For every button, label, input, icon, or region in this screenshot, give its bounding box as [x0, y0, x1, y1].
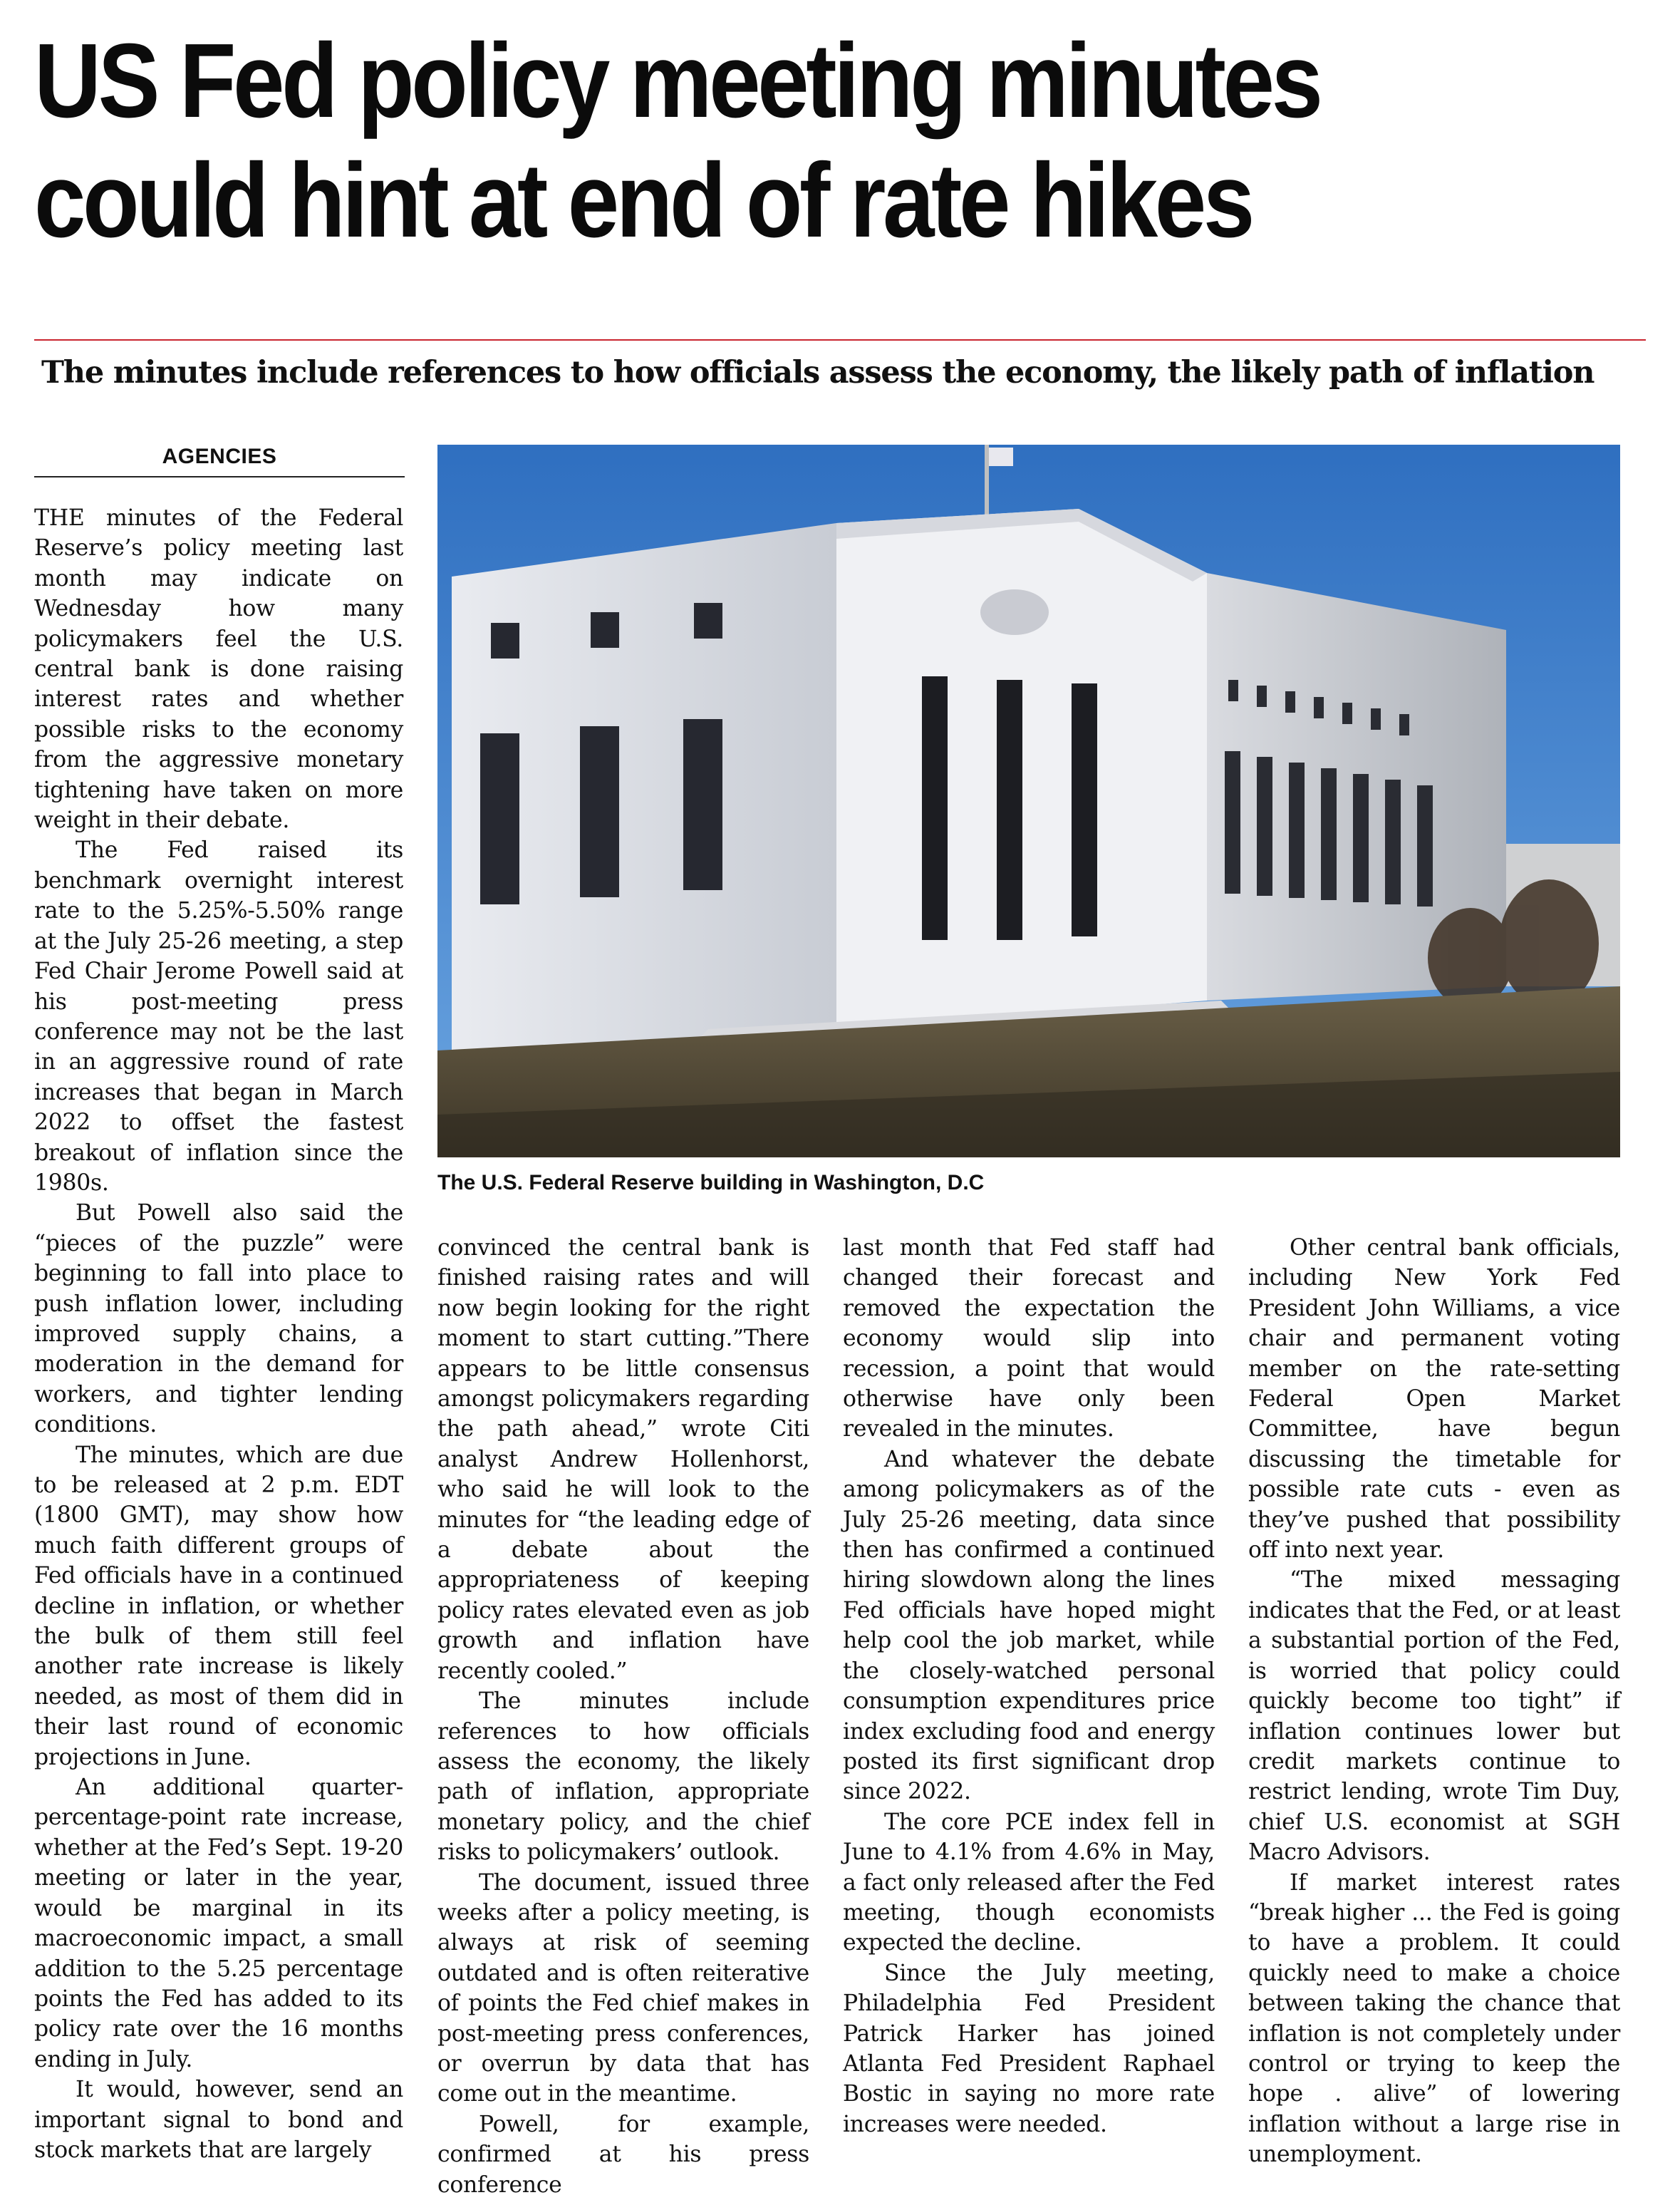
- paragraph: “The mixed messaging indicates that the Fed, or at least a substantial portion of the Fed, is worried that policy could quickly become too tight” if inflation continues lower but credit markets continue to restrict lending, wrote Tim Duy, chief U.S. economist at SGH Macro Advisors.: [1248, 1567, 1620, 1866]
- paragraph: THE minutes of the Federal Reserve’s policy meeting last month may indicate on Wednesday how many policymakers feel the U.S. central bank is done raising interest rates and whether possible risks to the economy from the aggressive monetary tightening have taken on more weight in their debate.: [34, 505, 403, 834]
- article-column-1: [34, 503, 403, 2165]
- headline: [34, 21, 1458, 261]
- paragraph: But Powell also said the “pieces of the puzzle” were beginning to fall into place to push inflation lower, including improved supply chains, a moderation in the demand for workers, and tighter lending conditions.: [34, 1200, 403, 1438]
- headline-line-2: could hint at end of rate hikes: [34, 142, 1252, 259]
- article-column-4: [1248, 1233, 1620, 2170]
- paragraph: And whatever the debate among policymakers as of the July 25-26 meeting, data since then has confirmed a continued hiring slowdown along the lines Fed officials have hoped might help cool the job market, while the closely-watched personal consumption expenditures price index excluding food and energy posted its first significant drop since 2022.: [843, 1446, 1215, 1805]
- paragraph: convinced the central bank is finished raising rates and will now begin looking for the right moment to start cutting.”There appears to be little consensus amongst policymakers regarding the path ahead,” wrote Citi analyst Andrew Hollenhorst, who said he will look to the minutes for “the leading edge of a debate about the appropriateness of keeping policy rates elevated even as job growth and inflation have recently cooled.”: [437, 1235, 809, 1684]
- paragraph: An additional quarter-percentage-point rate increase, whether at the Fed’s Sept. 19-20 meeting or later in the year, would be marginal in its macroeconomic impact, a small addition to the 5.25 percentage points the Fed has added to its policy rate over the 16 months ending in July.: [34, 1775, 403, 2072]
- byline: AGENCIES: [162, 445, 277, 468]
- deck-subheadline: The minutes include references to how officials assess the economy, the likely path of inflation: [41, 355, 1595, 391]
- headline-rule: [34, 339, 1646, 341]
- paragraph: The document, issued three weeks after a policy meeting, is always at risk of seeming outdated and is often reiterative of points the Fed chief makes in post-meeting press conferences, or overrun by data that has come out in the meantime.: [437, 1869, 809, 2107]
- byline-rule: [34, 476, 405, 477]
- article-column-3: [843, 1233, 1215, 2139]
- paragraph: The core PCE index fell in June to 4.1% from 4.6% in May, a fact only released after the Fed meeting, though economists expected the decline.: [843, 1809, 1215, 1956]
- paragraph: It would, however, send an important signal to bond and stock markets that are largely: [34, 2077, 403, 2163]
- headline-line-1: US Fed policy meeting minutes: [34, 22, 1320, 140]
- paragraph: If market interest rates “break higher ... the Fed is going to have a problem. It could quickly need to make a choice between taking the chance that inflation is not completely under control or trying to keep the hope . alive” of lowering inflation without a large rise in unemployment.: [1248, 1869, 1620, 2168]
- federal-reserve-building-illustration: [437, 445, 1620, 1157]
- paragraph: Powell, for example, confirmed at his press conference: [437, 2111, 809, 2198]
- paragraph: Other central bank officials, including New York Fed President John Williams, a vice chair and permanent voting member on the rate-setting Federal Open Market Committee, have begun discussing the timetable for possible rate cuts - even as they’ve pushed that possibility off into next year.: [1248, 1235, 1620, 1564]
- photo-caption: The U.S. Federal Reserve building in Washington, D.C: [437, 1171, 985, 1194]
- federal-reserve-photo: [437, 445, 1620, 1157]
- article-column-2: [437, 1233, 809, 2200]
- paragraph: The minutes include references to how officials assess the economy, the likely path of inflation, appropriate monetary policy, and the chief risks to policymakers’ outlook.: [437, 1688, 809, 1866]
- paragraph: The minutes, which are due to be released at 2 p.m. EDT (1800 GMT), may show how much faith different groups of Fed officials have in a continued decline in inflation, or whether the bulk of them still feel another rate increase is likely needed, as most of them did in their last round of economic projections in June.: [34, 1442, 403, 1770]
- paragraph: last month that Fed staff had changed their forecast and removed the expectation the economy would slip into recession, a point that would otherwise have only been revealed in the minutes.: [843, 1235, 1215, 1442]
- paragraph: Since the July meeting, Philadelphia Fed President Patrick Harker has joined Atlanta Fed President Raphael Bostic in saying no more rate increases were needed.: [843, 1960, 1215, 2137]
- paragraph: The Fed raised its benchmark overnight interest rate to the 5.25%-5.50% range at the July 25-26 meeting, a step Fed Chair Jerome Powell said at his post-meeting press conference may not be the last in an aggressive round of rate increases that began in March 2022 to offset the fastest breakout of inflation since the 1980s.: [34, 837, 403, 1196]
